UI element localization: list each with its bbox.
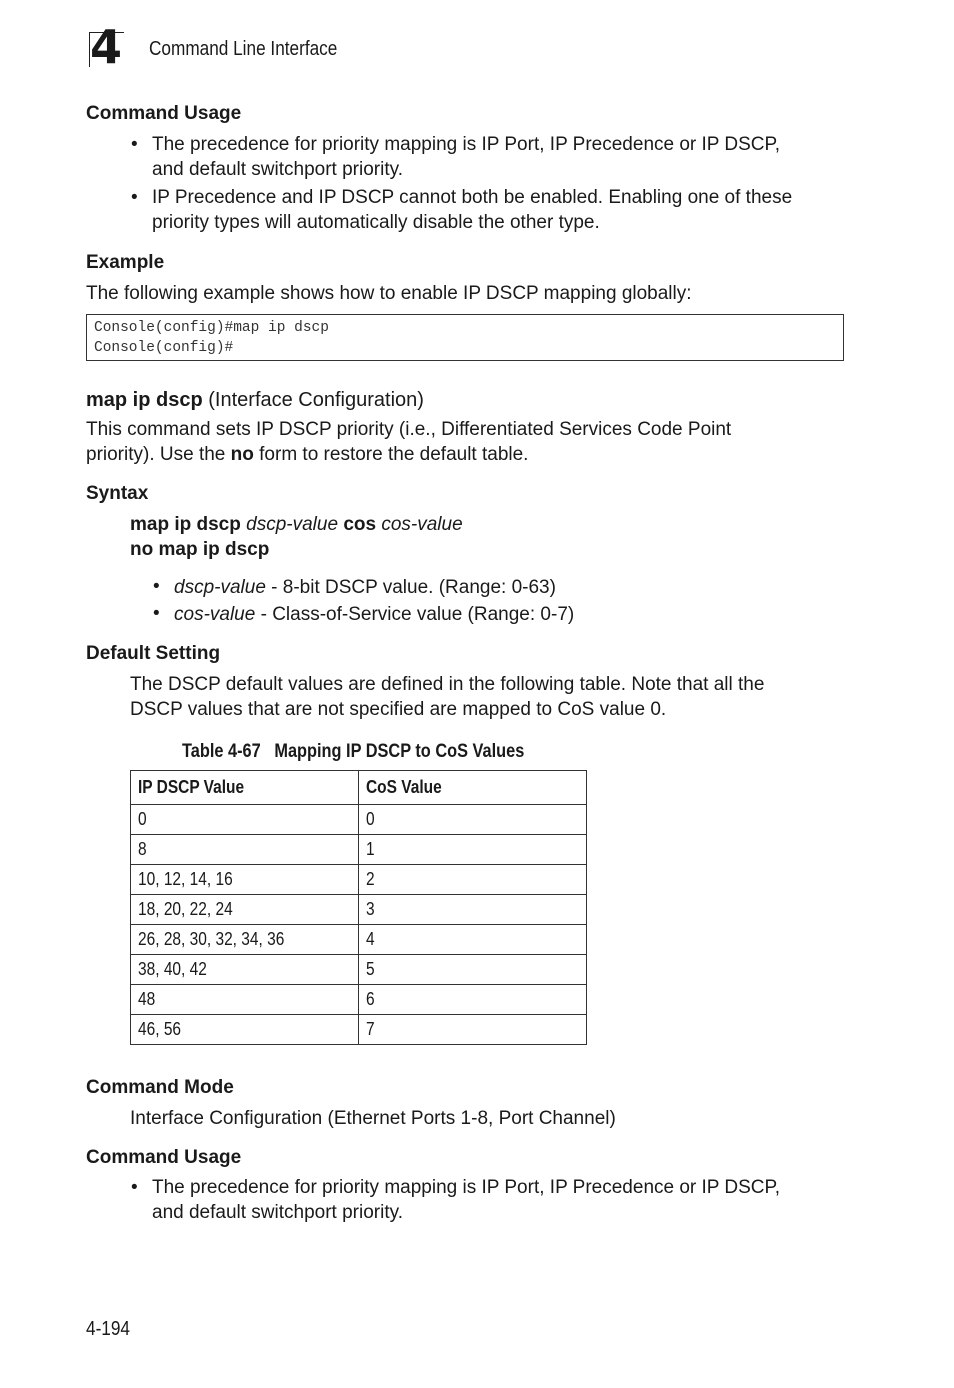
table-cell: 8 [131, 835, 359, 865]
code-line: Console(config)# [94, 340, 234, 356]
table-caption: Table 4-67 Mapping IP DSCP to CoS Values [182, 741, 525, 762]
syntax-heading: Syntax [86, 483, 149, 504]
table-cell: 7 [359, 1015, 587, 1045]
table-row [131, 865, 587, 895]
table-cell: 26, 28, 30, 32, 34, 36 [131, 925, 359, 955]
code-block [86, 314, 844, 361]
table-cell: 38, 40, 42 [131, 955, 359, 985]
table-row [131, 805, 587, 835]
chapter-number: 4 [90, 20, 121, 74]
table-header-cell: CoS Value [359, 771, 587, 805]
table-row [131, 955, 587, 985]
table-cell: 1 [359, 835, 587, 865]
default-setting-heading: Default Setting [86, 643, 221, 664]
command-title: map ip dscp (Interface Configuration) [86, 389, 424, 411]
running-header: Command Line Interface [149, 38, 338, 60]
table-row [131, 985, 587, 1015]
table-row [131, 925, 587, 955]
param-item: cos-value - Class-of-Service value (Range: 0-7) [174, 604, 575, 625]
example-text: The following example shows how to enable IP DSCP mapping globally: [86, 283, 692, 304]
param-item: dscp-value - 8-bit DSCP value. (Range: 0-63) [174, 577, 556, 598]
usage-bullet: IP Precedence and IP DSCP cannot both be enabled. Enabling one of these priority types will automatically disable the other type. [152, 187, 793, 233]
bullet-icon: • [131, 187, 138, 208]
command-mode-heading: Command Mode [86, 1077, 234, 1098]
table-cell: 4 [359, 925, 587, 955]
page-number: 4-194 [86, 1318, 130, 1340]
table-cell: 48 [131, 985, 359, 1015]
example-heading: Example [86, 252, 165, 273]
table-header-cell: IP DSCP Value [131, 771, 359, 805]
table-cell: 5 [359, 955, 587, 985]
table-cell: 2 [359, 865, 587, 895]
table-cell: 3 [359, 895, 587, 925]
table-cell: 6 [359, 985, 587, 1015]
command-mode-text: Interface Configuration (Ethernet Ports 1-8, Port Channel) [130, 1108, 616, 1129]
table-row [131, 895, 587, 925]
bullet-icon: • [131, 1177, 138, 1198]
table-cell: 0 [131, 805, 359, 835]
usage-bullet: The precedence for priority mapping is IP Port, IP Precedence or IP DSCP, and default switchport priority. [152, 134, 781, 180]
bullet-icon: • [153, 603, 160, 624]
dscp-cos-table [130, 770, 587, 1045]
default-setting-text: The DSCP default values are defined in the following table. Note that all the DSCP values that are not specified are mapped to CoS value 0. [130, 674, 765, 720]
table-header-row [131, 771, 587, 805]
table-cell: 10, 12, 14, 16 [131, 865, 359, 895]
code-line: Console(config)#map ip dscp [94, 320, 329, 336]
table-cell: 18, 20, 22, 24 [131, 895, 359, 925]
table-cell: 46, 56 [131, 1015, 359, 1045]
command-usage-heading: Command Usage [86, 1147, 242, 1168]
table-row [131, 1015, 587, 1045]
syntax-lines: map ip dscp dscp-value cos cos-value no map ip dscp [130, 514, 463, 560]
table-row [131, 835, 587, 865]
bullet-icon: • [153, 576, 160, 597]
command-description: This command sets IP DSCP priority (i.e., Differentiated Services Code Point priority). Use the no form to restore the default table. [86, 419, 732, 465]
table-cell: 0 [359, 805, 587, 835]
bullet-icon: • [131, 134, 138, 155]
command-usage-heading: Command Usage [86, 103, 242, 124]
usage-bullet: The precedence for priority mapping is IP Port, IP Precedence or IP DSCP, and default switchport priority. [152, 1177, 781, 1223]
